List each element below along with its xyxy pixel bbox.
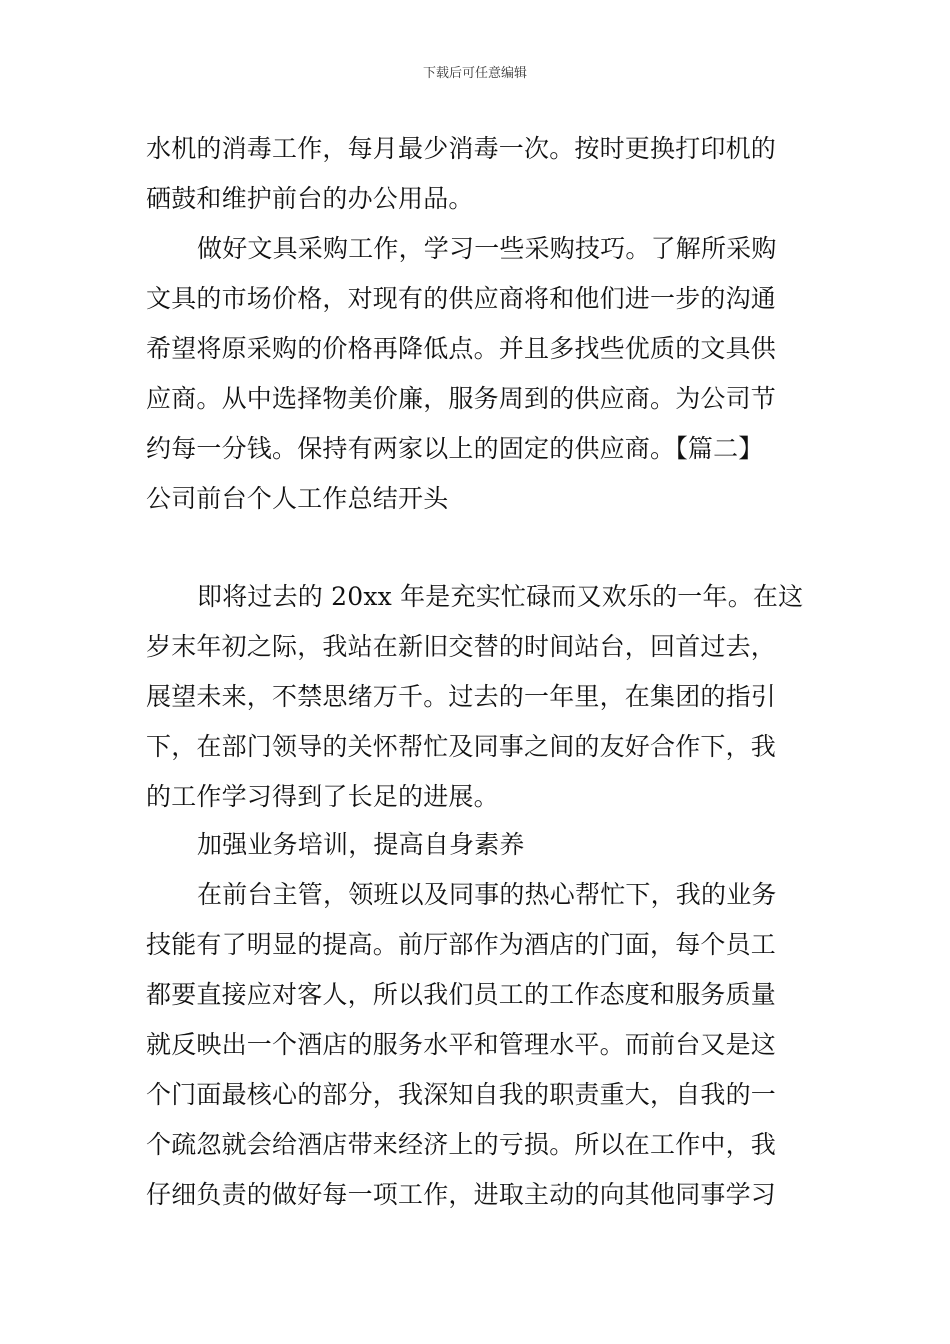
text-line: 即将过去的 20xx 年是充实忙碌而又欢乐的一年。在这 (197, 582, 804, 611)
text-line: 文具的市场价格，对现有的供应商将和他们进一步的沟通 (146, 284, 777, 313)
text-line: 做好文具采购工作，学习一些采购技巧。了解所采购 (197, 234, 777, 263)
text-line: 在前台主管，领班以及同事的热心帮忙下，我的业务 (197, 880, 777, 909)
text-line: 就反映出一个酒店的服务水平和管理水平。而前台又是这 (146, 1030, 777, 1059)
text-line: 技能有了明显的提高。前厅部作为酒店的门面，每个员工 (146, 930, 777, 959)
text-line: 岁末年初之际，我站在新旧交替的时间站台，回首过去， (146, 632, 777, 661)
text-line: 个疏忽就会给酒店带来经济上的亏损。所以在工作中，我 (146, 1130, 777, 1159)
page-header: 下载后可任意编辑 (422, 66, 527, 81)
subheading: 加强业务培训，提高自身素养 (197, 830, 525, 859)
section-title: 公司前台个人工作总结开头 (146, 484, 449, 513)
text-line: 个门面最核心的部分，我深知自我的职责重大，自我的一 (146, 1080, 777, 1109)
text-line: 仔细负责的做好每一项工作，进取主动的向其他同事学习 (146, 1180, 777, 1209)
text-line: 下，在部门领导的关怀帮忙及同事之间的友好合作下，我 (146, 732, 777, 761)
text-line: 约每一分钱。保持有两家以上的固定的供应商。【篇二】 (146, 434, 764, 463)
text-line: 应商。从中选择物美价廉，服务周到的供应商。为公司节 (146, 384, 777, 413)
text-line: 都要直接应对客人，所以我们员工的工作态度和服务质量 (146, 980, 777, 1009)
text-line: 硒鼓和维护前台的办公用品。 (146, 184, 474, 213)
text-line: 希望将原采购的价格再降低点。并且多找些优质的文具供 (146, 334, 777, 363)
text-line: 水机的消毒工作，每月最少消毒一次。按时更换打印机的 (146, 134, 777, 163)
text-line: 展望未来，不禁思绪万千。过去的一年里，在集团的指引 (146, 682, 777, 711)
text-line: 的工作学习得到了长足的进展。 (146, 782, 499, 811)
